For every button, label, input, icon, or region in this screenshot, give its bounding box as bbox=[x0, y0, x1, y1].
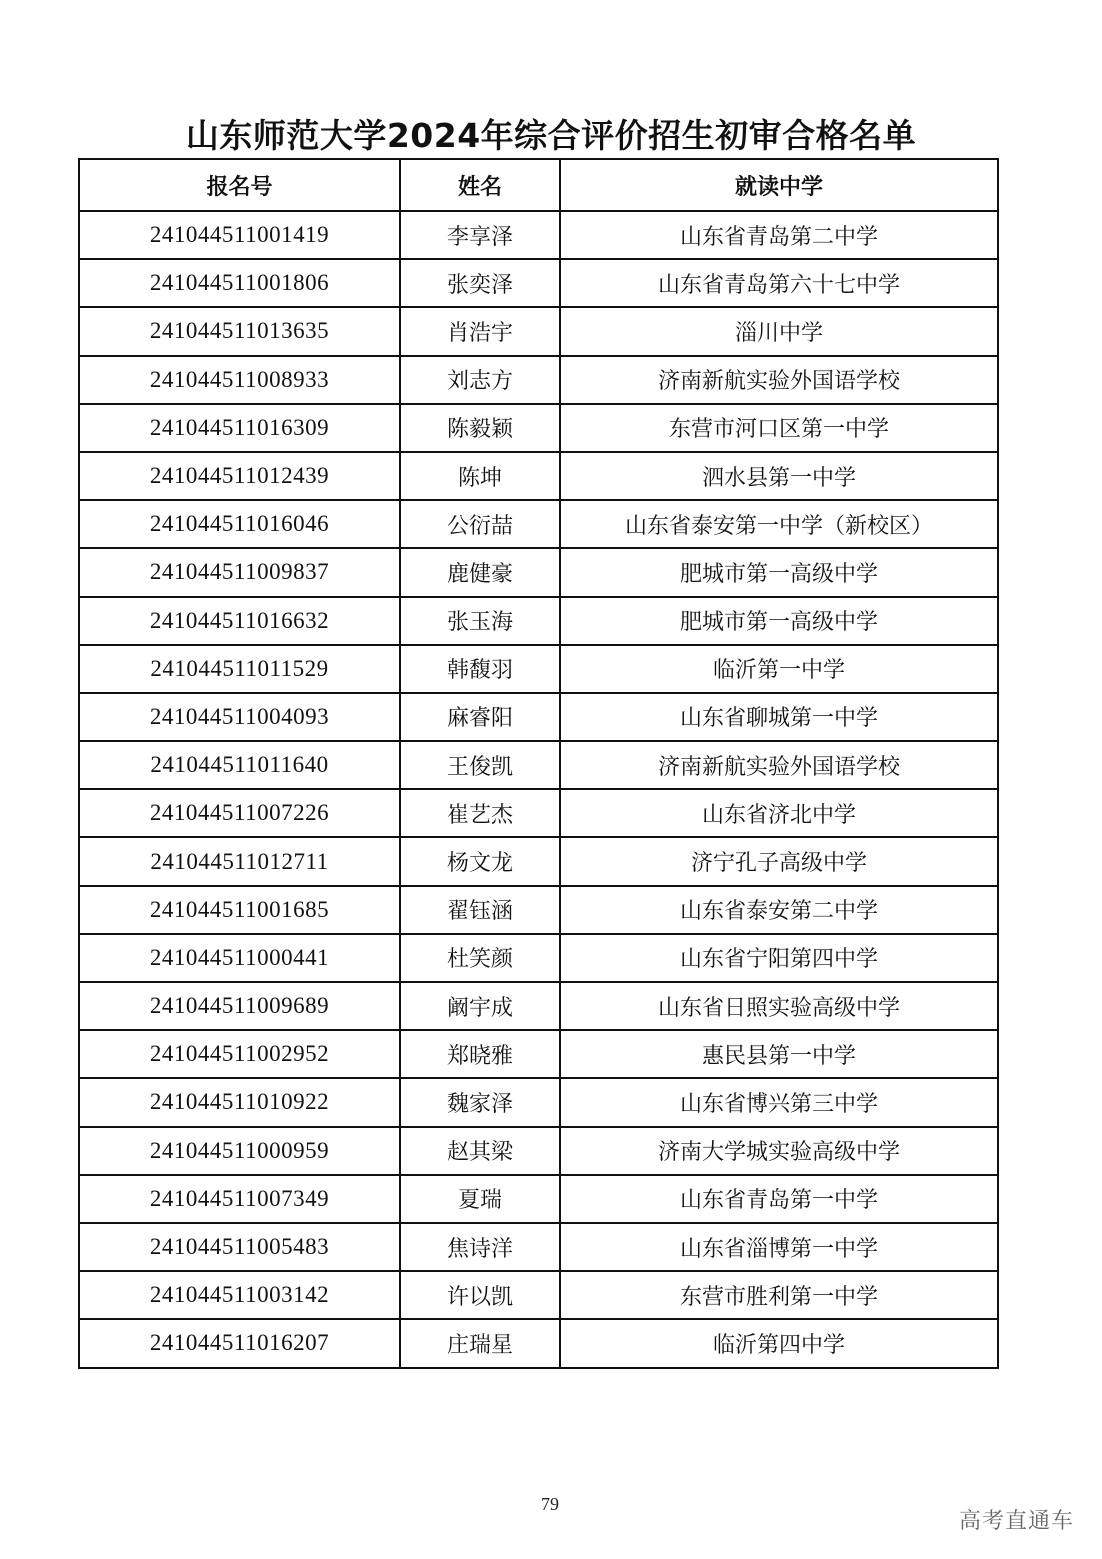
table-row bbox=[79, 211, 998, 259]
table-row bbox=[79, 789, 998, 837]
table-row bbox=[79, 934, 998, 982]
school-name-cell: 山东省青岛第一中学 bbox=[560, 1175, 998, 1223]
registration-number-cell: 241044511007349 bbox=[79, 1175, 400, 1223]
table-row bbox=[79, 1319, 998, 1367]
table-row bbox=[79, 404, 998, 452]
registration-number-cell: 241044511008933 bbox=[79, 356, 400, 404]
school-name-cell: 肥城市第一高级中学 bbox=[560, 597, 998, 645]
page-number: 79 bbox=[541, 1494, 559, 1514]
school-name-cell: 济南大学城实验高级中学 bbox=[560, 1127, 998, 1175]
registration-number-cell: 241044511000441 bbox=[79, 934, 400, 982]
registration-number-cell: 241044511009837 bbox=[79, 548, 400, 596]
school-name-cell: 济南新航实验外国语学校 bbox=[560, 356, 998, 404]
table-row bbox=[79, 645, 998, 693]
school-name-cell: 山东省泰安第一中学（新校区） bbox=[560, 500, 998, 548]
student-name-cell: 陈毅颖 bbox=[400, 404, 560, 452]
registration-number-cell: 241044511010922 bbox=[79, 1078, 400, 1126]
registration-number-cell: 241044511004093 bbox=[79, 693, 400, 741]
student-name-cell: 陈坤 bbox=[400, 452, 560, 500]
table-row bbox=[79, 886, 998, 934]
table-body bbox=[79, 211, 998, 1368]
school-name-cell: 山东省日照实验高级中学 bbox=[560, 982, 998, 1030]
registration-number-cell: 241044511007226 bbox=[79, 789, 400, 837]
table-row bbox=[79, 1078, 998, 1126]
registration-number-cell: 241044511016309 bbox=[79, 404, 400, 452]
student-name-cell: 张玉海 bbox=[400, 597, 560, 645]
header-name: 姓名 bbox=[400, 159, 560, 211]
student-name-cell: 麻睿阳 bbox=[400, 693, 560, 741]
registration-number-cell: 241044511005483 bbox=[79, 1223, 400, 1271]
student-name-cell: 肖浩宇 bbox=[400, 307, 560, 355]
school-name-cell: 山东省济北中学 bbox=[560, 789, 998, 837]
school-name-cell: 临沂第四中学 bbox=[560, 1319, 998, 1367]
table-row bbox=[79, 500, 998, 548]
school-name-cell: 东营市胜利第一中学 bbox=[560, 1271, 998, 1319]
table-row bbox=[79, 356, 998, 404]
student-name-cell: 焦诗洋 bbox=[400, 1223, 560, 1271]
registration-number-cell: 241044511001806 bbox=[79, 259, 400, 307]
student-name-cell: 杨文龙 bbox=[400, 837, 560, 885]
table-row bbox=[79, 1223, 998, 1271]
school-name-cell: 山东省青岛第二中学 bbox=[560, 211, 998, 259]
table-row bbox=[79, 1127, 998, 1175]
student-name-cell: 阚宇成 bbox=[400, 982, 560, 1030]
registration-number-cell: 241044511012711 bbox=[79, 837, 400, 885]
school-name-cell: 山东省青岛第六十七中学 bbox=[560, 259, 998, 307]
registration-number-cell: 241044511001419 bbox=[79, 211, 400, 259]
table-row bbox=[79, 597, 998, 645]
registration-number-cell: 241044511009689 bbox=[79, 982, 400, 1030]
student-name-cell: 郑晓雅 bbox=[400, 1030, 560, 1078]
table-row bbox=[79, 741, 998, 789]
table-row bbox=[79, 259, 998, 307]
student-name-cell: 杜笑颜 bbox=[400, 934, 560, 982]
registration-number-cell: 241044511001685 bbox=[79, 886, 400, 934]
school-name-cell: 惠民县第一中学 bbox=[560, 1030, 998, 1078]
table-row bbox=[79, 982, 998, 1030]
student-name-cell: 赵其梁 bbox=[400, 1127, 560, 1175]
table-header bbox=[79, 159, 998, 211]
registration-number-cell: 241044511012439 bbox=[79, 452, 400, 500]
header-row bbox=[79, 159, 998, 211]
student-name-cell: 翟钰涵 bbox=[400, 886, 560, 934]
document-title: 山东师范大学2024年综合评价招生初审合格名单 bbox=[185, 116, 917, 155]
table-row bbox=[79, 307, 998, 355]
watermark: 高考直通车 bbox=[958, 1509, 1074, 1534]
registration-number-cell: 241044511000959 bbox=[79, 1127, 400, 1175]
school-name-cell: 济宁孔子高级中学 bbox=[560, 837, 998, 885]
student-name-cell: 公衍喆 bbox=[400, 500, 560, 548]
roster-table bbox=[78, 158, 999, 1369]
school-name-cell: 山东省博兴第三中学 bbox=[560, 1078, 998, 1126]
student-name-cell: 刘志方 bbox=[400, 356, 560, 404]
registration-number-cell: 241044511016046 bbox=[79, 500, 400, 548]
registration-number-cell: 241044511013635 bbox=[79, 307, 400, 355]
student-name-cell: 魏家泽 bbox=[400, 1078, 560, 1126]
school-name-cell: 泗水县第一中学 bbox=[560, 452, 998, 500]
student-name-cell: 韩馥羽 bbox=[400, 645, 560, 693]
table-row bbox=[79, 1030, 998, 1078]
school-name-cell: 山东省聊城第一中学 bbox=[560, 693, 998, 741]
school-name-cell: 山东省淄博第一中学 bbox=[560, 1223, 998, 1271]
student-name-cell: 张奕泽 bbox=[400, 259, 560, 307]
school-name-cell: 山东省宁阳第四中学 bbox=[560, 934, 998, 982]
header-school: 就读中学 bbox=[560, 159, 998, 211]
school-name-cell: 肥城市第一高级中学 bbox=[560, 548, 998, 596]
school-name-cell: 东营市河口区第一中学 bbox=[560, 404, 998, 452]
student-name-cell: 庄瑞星 bbox=[400, 1319, 560, 1367]
student-name-cell: 崔艺杰 bbox=[400, 789, 560, 837]
registration-number-cell: 241044511016632 bbox=[79, 597, 400, 645]
table-row bbox=[79, 548, 998, 596]
school-name-cell: 淄川中学 bbox=[560, 307, 998, 355]
school-name-cell: 山东省泰安第二中学 bbox=[560, 886, 998, 934]
registration-number-cell: 241044511002952 bbox=[79, 1030, 400, 1078]
registration-number-cell: 241044511003142 bbox=[79, 1271, 400, 1319]
table-row bbox=[79, 693, 998, 741]
table-row bbox=[79, 452, 998, 500]
student-name-cell: 夏瑞 bbox=[400, 1175, 560, 1223]
table-row bbox=[79, 1175, 998, 1223]
table-row bbox=[79, 837, 998, 885]
school-name-cell: 临沂第一中学 bbox=[560, 645, 998, 693]
student-name-cell: 许以凯 bbox=[400, 1271, 560, 1319]
registration-number-cell: 241044511011529 bbox=[79, 645, 400, 693]
school-name-cell: 济南新航实验外国语学校 bbox=[560, 741, 998, 789]
registration-number-cell: 241044511011640 bbox=[79, 741, 400, 789]
header-registration-number: 报名号 bbox=[79, 159, 400, 211]
table-row bbox=[79, 1271, 998, 1319]
registration-number-cell: 241044511016207 bbox=[79, 1319, 400, 1367]
student-name-cell: 鹿健豪 bbox=[400, 548, 560, 596]
student-name-cell: 李享泽 bbox=[400, 211, 560, 259]
student-name-cell: 王俊凯 bbox=[400, 741, 560, 789]
